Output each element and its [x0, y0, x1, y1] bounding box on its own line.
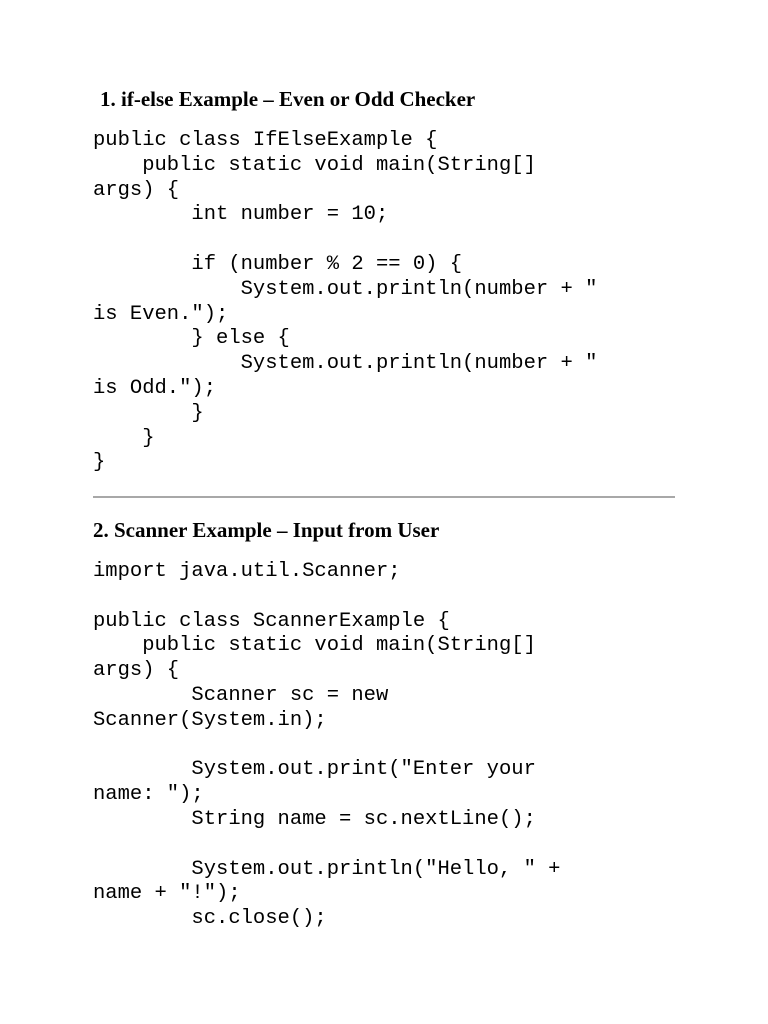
code-block-if-else — [93, 129, 597, 476]
code-line: args) { — [93, 178, 180, 202]
code-line: public class ScannerExample { — [93, 609, 450, 633]
code-line: is Odd."); — [93, 376, 217, 400]
code-line: public class IfElseExample { — [93, 129, 438, 152]
code-line: System.out.println("Hello, " + — [93, 857, 561, 881]
code-line — [93, 833, 560, 858]
code-line — [93, 585, 560, 610]
code-line: System.out.println(number + " — [93, 352, 598, 376]
code-line: } — [93, 401, 204, 425]
code-line: System.out.print("Enter your — [93, 758, 536, 782]
code-line — [93, 734, 560, 759]
code-line: sc.close(); — [93, 907, 327, 931]
code-line: Scanner(System.in); — [93, 708, 327, 732]
code-line: System.out.println(number + " — [93, 277, 598, 301]
code-line: public static void main(String[] — [93, 634, 536, 658]
code-line: String name = sc.nextLine(); — [93, 807, 536, 831]
code-line: } — [93, 426, 155, 450]
section-heading-scanner: 2. Scanner Example – Input from User — [93, 518, 440, 542]
code-block-scanner — [93, 560, 560, 932]
code-line — [93, 228, 597, 253]
section-heading-if-else: 1. if-else Example – Even or Odd Checker — [100, 87, 476, 111]
code-line: } else { — [93, 327, 290, 351]
code-line: name: "); — [93, 783, 204, 807]
code-line: args) { — [93, 659, 180, 683]
code-line: int number = 10; — [93, 203, 389, 227]
code-line: name + "!"); — [93, 882, 241, 906]
code-line: public static void main(String[] — [93, 153, 536, 177]
code-line: } — [93, 451, 106, 475]
code-line: is Even."); — [93, 302, 229, 326]
horizontal-divider — [93, 496, 675, 498]
code-line: import java.util.Scanner; — [93, 560, 401, 583]
code-line: Scanner sc = new — [93, 683, 389, 707]
code-line: if (number % 2 == 0) { — [93, 252, 463, 276]
